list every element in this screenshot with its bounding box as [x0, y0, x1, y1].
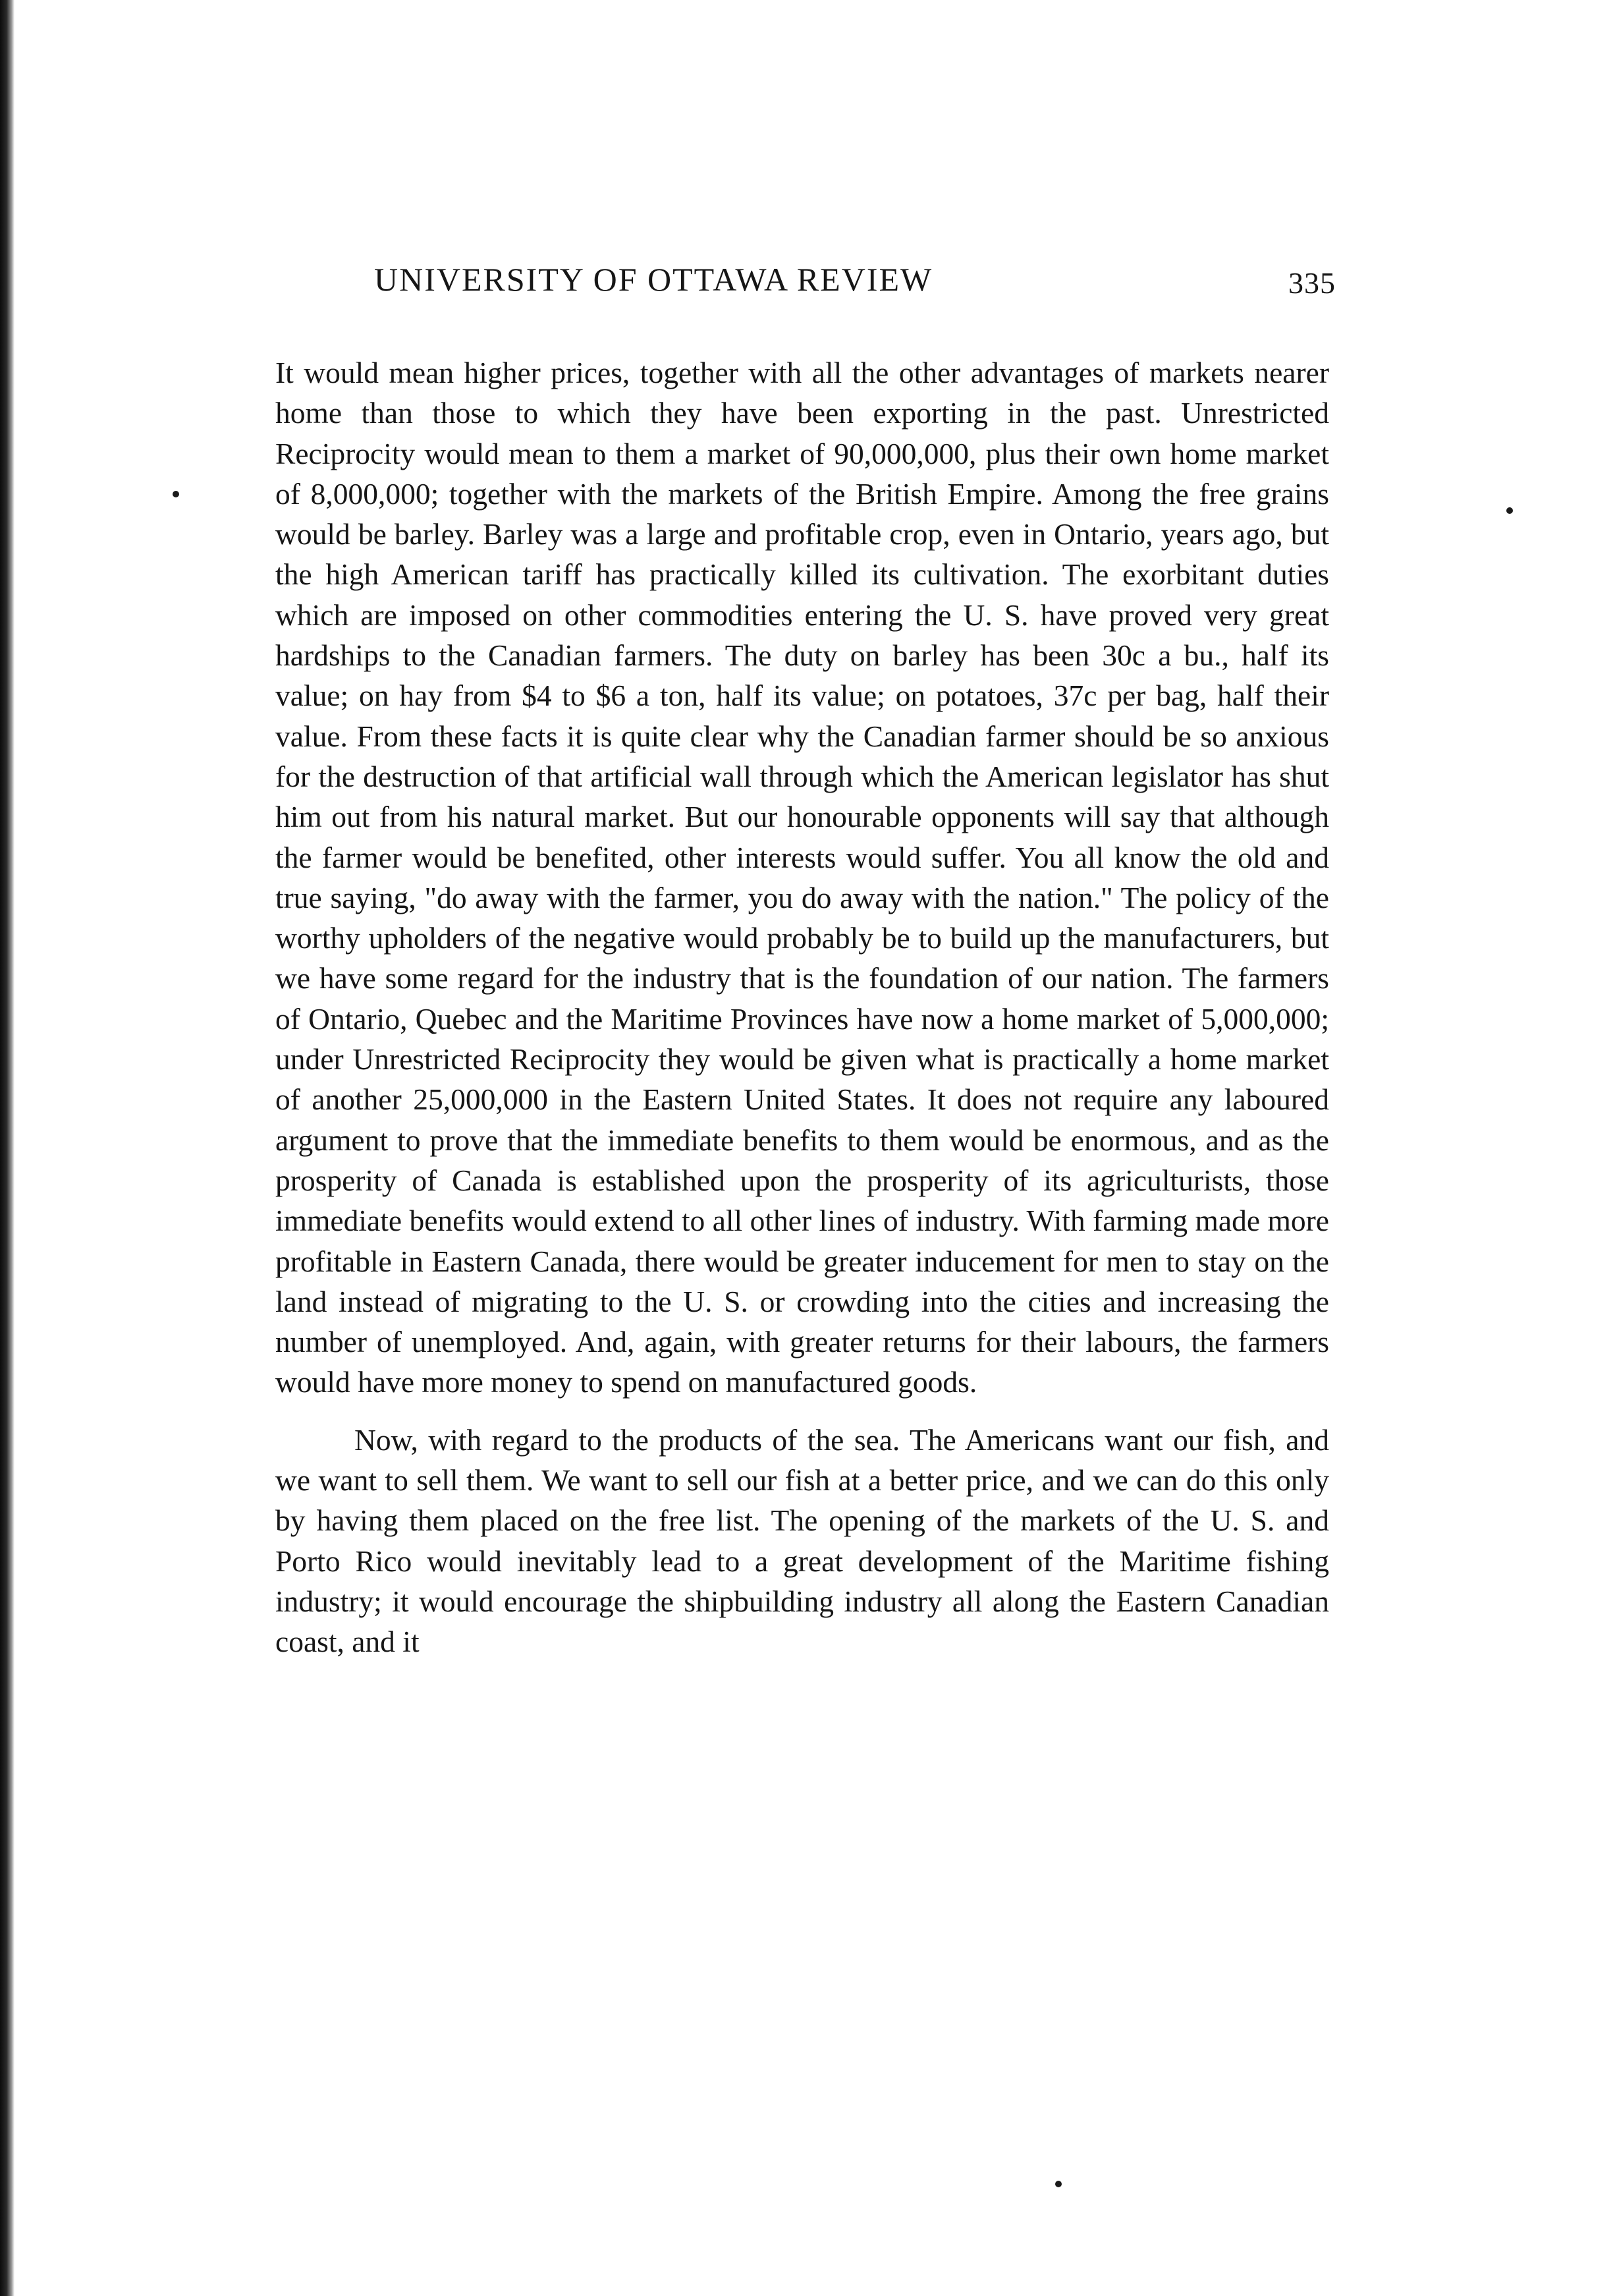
paragraph: Now, with regard to the products of the sea. The Americans want our fish, and we want to sell them. We want to sell our fish at a better price, and we can do this only by having them placed on the free list. The opening of the markets of the U. S. and Porto Rico would inevitably lead to a great development of the Maritime fishing industry; it would encourage the shipbuilding industry all along the Eastern Canadian coast, and it	[275, 1422, 1329, 1659]
page-number: 335	[1288, 266, 1336, 300]
paragraph: It would mean higher prices, together with all the other advantages of markets nearer home than those to which they have been exporting in the past. Unrestricted Reciprocity would mean to them a market of 90,000,000, plus their own home market of 8,000,000; together with the markets of the British Empire. Among the free grains would be barley. Barley was a large and profitable crop, even in Ontario, years ago, but the high American tariff has practically killed its cultivation. The exorbitant duties which are imposed on other commodities entering the U. S. have proved very great hardships to the Canadian farmers. The duty on barley has been 30c a bu., half its value; on hay from $4 to $6 a ton, half its value; on potatoes, 37c per bag, half their value. From these facts it is quite clear why the Canadian farmer should be so anxious for the destruction of that artificial wall through which the American legislator has shut him out from his natural market. But our honourable opponents will say that although the farmer would be benefited, other interests would suffer. You all know the old and true saying, "do away with the farmer, you do away with the nation." The policy of the worthy upholders of the negative would probably be to build up the manufacturers, but we have some regard for the industry that is the foundation of our nation. The farmers of Ontario, Quebec and the Maritime Provinces have now a home market of 5,000,000; under Unrestricted Reciprocity they would be given what is practically a home market of another 25,000,000 in the Eastern United States. It does not require any laboured argument to prove that the immediate benefits to them would be enormous, and as the prosperity of Canada is established upon the prosperity of its agriculturists, those immediate benefits would extend to all other lines of industry. With farming made more profitable in Eastern Canada, there would be greater inducement for men to stay on the land instead of migrating to the U. S. or crowding into the cities and increasing the number of unemployed. And, again, with greater returns for their labours, the farmers would have more money to spend on manufactured goods.	[275, 356, 1329, 1399]
book-page	[275, 260, 1336, 2204]
body-text	[275, 352, 1329, 1662]
running-title: UNIVERSITY OF OTTAWA REVIEW	[374, 261, 933, 298]
binding-edge	[0, 0, 14, 2296]
scan-speck	[1506, 507, 1513, 514]
scan-speck	[173, 491, 179, 497]
running-head	[275, 260, 1336, 313]
